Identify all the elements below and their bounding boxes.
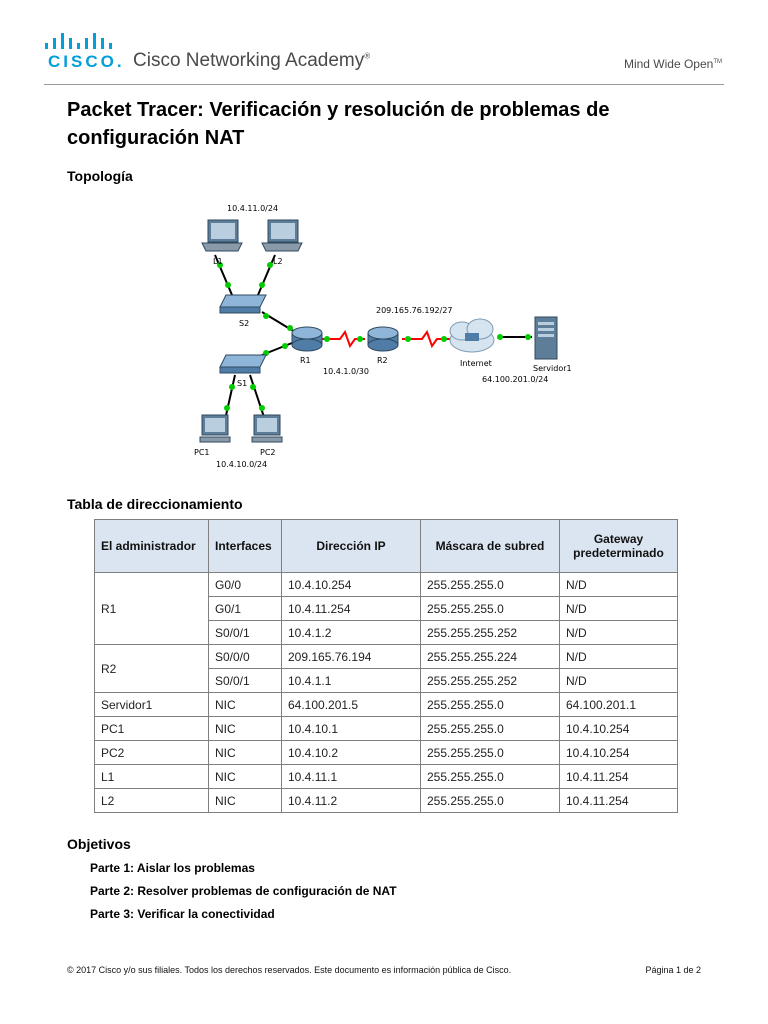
page-header (0, 0, 768, 92)
switch-s1-icon (220, 355, 266, 373)
cell-mask: 255.255.255.0 (421, 717, 560, 741)
cell-mask: 255.255.255.0 (421, 693, 560, 717)
label-pc1: PC1 (194, 448, 210, 457)
port-dot (497, 334, 503, 340)
router-r2-icon (368, 327, 398, 351)
cell-ip: 64.100.201.5 (282, 693, 421, 717)
cisco-logo-bars-icon (44, 32, 116, 52)
addressing-heading: Tabla de direccionamiento (67, 496, 243, 512)
link-s1-pc2 (250, 375, 265, 420)
port-dot (441, 336, 447, 342)
label-r1: R1 (300, 356, 311, 365)
cell-ip: 10.4.10.2 (282, 741, 421, 765)
table-row (95, 573, 678, 597)
cell-device: R1 (95, 573, 209, 645)
cell-iface: NIC (209, 765, 282, 789)
cell-iface: S0/0/0 (209, 645, 282, 669)
label-l1: L1 (213, 257, 223, 266)
page-footer (67, 965, 701, 975)
pc1-icon (200, 415, 230, 442)
cell-device: PC1 (95, 717, 209, 741)
port-dot (259, 405, 265, 411)
label-l2: L2 (273, 257, 283, 266)
cell-gw: N/D (560, 573, 678, 597)
port-dot (282, 343, 288, 349)
copyright-text: © 2017 Cisco y/o sus filiales. Todos los derechos reservados. Este documento es información pública de Cisco. (67, 965, 512, 975)
cell-ip: 10.4.11.2 (282, 789, 421, 813)
cell-iface: S0/0/1 (209, 621, 282, 645)
cell-iface: G0/0 (209, 573, 282, 597)
port-dot (250, 384, 256, 390)
label-s2: S2 (239, 319, 250, 328)
cell-ip: 10.4.1.1 (282, 669, 421, 693)
objectives-list (90, 860, 397, 929)
objective-item: Parte 3: Verificar la conectividad (90, 907, 275, 921)
port-dot (405, 336, 411, 342)
cell-mask: 255.255.255.0 (421, 573, 560, 597)
objectives-heading: Objetivos (67, 836, 131, 852)
cell-mask: 255.255.255.224 (421, 645, 560, 669)
label-server-net: 64.100.201.0/24 (482, 375, 549, 384)
cell-device: L1 (95, 765, 209, 789)
cell-ip: 10.4.10.1 (282, 717, 421, 741)
cell-ip: 10.4.1.2 (282, 621, 421, 645)
link-s1-pc1 (225, 375, 235, 420)
cell-gw: N/D (560, 669, 678, 693)
label-net-bottom: 10.4.10.0/24 (216, 460, 268, 469)
cell-gw: 64.100.201.1 (560, 693, 678, 717)
tagline: Mind Wide Open™ (623, 57, 722, 71)
header-divider (44, 84, 724, 85)
cell-ip: 10.4.11.254 (282, 597, 421, 621)
label-pc2: PC2 (260, 448, 276, 457)
cell-gw: 10.4.11.254 (560, 789, 678, 813)
objective-item: Parte 1: Aislar los problemas (90, 861, 255, 875)
table-row (95, 693, 678, 717)
table-row (95, 789, 678, 813)
page-number: Página 1 de 2 (645, 965, 701, 975)
port-dot (287, 325, 293, 331)
table-row (95, 645, 678, 669)
port-dot (525, 334, 531, 340)
port-dot (225, 282, 231, 288)
cisco-logo-wordmark: CISCO. (48, 52, 125, 71)
switch-s2-icon (220, 295, 266, 313)
cell-mask: 255.255.255.0 (421, 597, 560, 621)
cell-iface: NIC (209, 717, 282, 741)
cell-mask: 255.255.255.0 (421, 741, 560, 765)
cell-device: PC2 (95, 741, 209, 765)
cell-gw: 10.4.10.254 (560, 717, 678, 741)
cell-ip: 10.4.11.1 (282, 765, 421, 789)
table-header-row (95, 520, 678, 573)
addressing-table (94, 519, 678, 813)
router-r1-icon (292, 327, 322, 351)
label-servidor: Servidor1 (533, 364, 572, 373)
pc2-icon (252, 415, 282, 442)
col-header: Interfaces (209, 520, 282, 573)
cell-iface: NIC (209, 741, 282, 765)
internet-cloud-icon (450, 319, 494, 352)
label-r2: R2 (377, 356, 388, 365)
objective-item: Parte 2: Resolver problemas de configuración de NAT (90, 884, 397, 898)
table-row (95, 717, 678, 741)
cell-iface: S0/0/1 (209, 669, 282, 693)
laptop-l2-icon (262, 220, 302, 251)
label-s1: S1 (237, 379, 248, 388)
cell-gw: N/D (560, 621, 678, 645)
cell-device: R2 (95, 645, 209, 693)
cell-gw: 10.4.11.254 (560, 765, 678, 789)
port-dot (224, 405, 230, 411)
label-wan: 209.165.76.192/27 (376, 306, 453, 315)
cell-mask: 255.255.255.252 (421, 669, 560, 693)
table-row (95, 741, 678, 765)
cell-mask: 255.255.255.252 (421, 621, 560, 645)
cell-device: Servidor1 (95, 693, 209, 717)
port-dot (263, 313, 269, 319)
cell-mask: 255.255.255.0 (421, 765, 560, 789)
label-internet: Internet (460, 359, 492, 368)
port-dot (259, 282, 265, 288)
col-header: Máscara de subred (421, 520, 560, 573)
server-icon (535, 317, 557, 359)
col-header: El administrador (95, 520, 209, 573)
col-header: Gateway predeterminado (560, 520, 678, 573)
cell-ip: 10.4.10.254 (282, 573, 421, 597)
table-row (95, 765, 678, 789)
label-net-top: 10.4.11.0/24 (227, 204, 279, 213)
cell-gw: 10.4.10.254 (560, 741, 678, 765)
cell-mask: 255.255.255.0 (421, 789, 560, 813)
cell-ip: 209.165.76.194 (282, 645, 421, 669)
cell-iface: NIC (209, 693, 282, 717)
cell-iface: G0/1 (209, 597, 282, 621)
col-header: Dirección IP (282, 520, 421, 573)
cell-device: L2 (95, 789, 209, 813)
topology-heading: Topología (67, 168, 133, 184)
academy-name: Cisco Networking Academy® (133, 50, 371, 71)
port-dot (229, 384, 235, 390)
laptop-l1-icon (202, 220, 242, 251)
page-title: Packet Tracer: Verificación y resolución de problemas de configuración NAT (67, 99, 610, 149)
port-dot (324, 336, 330, 342)
cell-gw: N/D (560, 597, 678, 621)
cell-iface: NIC (209, 789, 282, 813)
label-link-r1r2: 10.4.1.0/30 (323, 367, 369, 376)
network-topology-diagram (180, 195, 600, 480)
cell-gw: N/D (560, 645, 678, 669)
port-dot (357, 336, 363, 342)
